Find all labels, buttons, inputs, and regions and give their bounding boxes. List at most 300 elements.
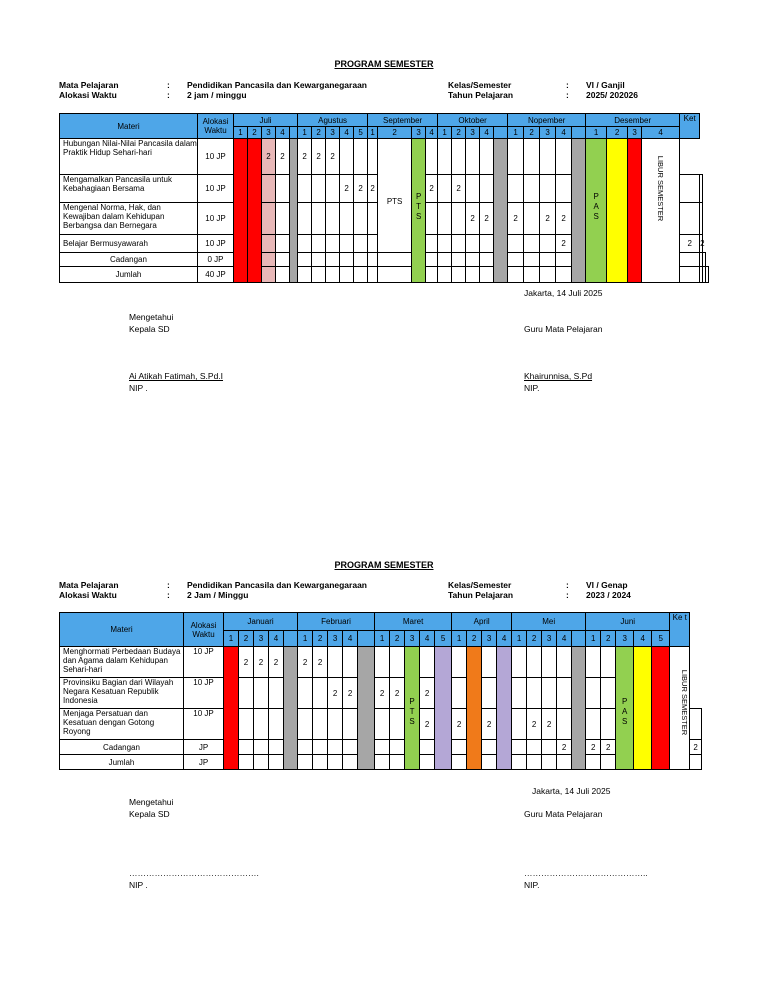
- month-april: April: [452, 613, 512, 631]
- week-cell: 4: [556, 127, 572, 139]
- schedule-cell: [354, 203, 368, 235]
- doc2-tahun-label: Tahun Pelajaran: [448, 590, 514, 600]
- schedule-cell: 2: [557, 740, 572, 755]
- schedule-cell: 2: [508, 203, 524, 235]
- schedule-cell: [601, 647, 616, 678]
- schedule-cell: [328, 647, 343, 678]
- schedule-cell: [368, 267, 378, 283]
- week-cell: 3: [616, 631, 634, 647]
- schedule-cell: [524, 139, 540, 175]
- schedule-cell: [326, 203, 340, 235]
- schedule-cell: [438, 203, 452, 235]
- week-cell: 3: [326, 127, 340, 139]
- schedule-cell: [312, 203, 326, 235]
- doc2-mapel-label: Mata Pelajaran: [59, 580, 119, 590]
- doc1-place-date: Jakarta, 14 Juli 2025: [524, 288, 603, 298]
- schedule-cell: [524, 267, 540, 283]
- schedule-cell: [378, 253, 412, 267]
- schedule-cell: [420, 647, 435, 678]
- libur-semester-column: LIBUR SEMESTER: [652, 647, 670, 770]
- schedule-cell: [466, 175, 480, 203]
- schedule-cell: [466, 235, 480, 253]
- schedule-cell: [239, 755, 254, 770]
- schedule-cell: [343, 755, 358, 770]
- week-cell: 5: [435, 631, 452, 647]
- schedule-cell: [298, 709, 313, 740]
- doc1-alokasi-label: Alokasi Waktu: [59, 90, 117, 100]
- schedule-cell: [269, 678, 284, 709]
- week-cell: 1: [586, 127, 607, 139]
- schedule-cell: 2: [328, 678, 343, 709]
- week-cell: 1: [452, 631, 467, 647]
- doc1-nip-left: NIP .: [129, 383, 148, 393]
- colon: :: [566, 80, 569, 90]
- schedule-cell: [239, 678, 254, 709]
- materi-cell: Cadangan: [60, 253, 198, 267]
- schedule-cell: [706, 267, 709, 283]
- schedule-cell: [480, 267, 494, 283]
- schedule-cell: [557, 709, 572, 740]
- schedule-cell: [254, 755, 269, 770]
- doc2-tahun-value: 2023 / 2024: [586, 590, 631, 600]
- schedule-cell: [438, 139, 452, 175]
- week-cell: 1: [298, 631, 313, 647]
- schedule-cell: 2: [680, 235, 700, 253]
- week-cell: 2: [390, 631, 405, 647]
- week-cell: 3: [262, 127, 276, 139]
- schedule-cell: [262, 267, 276, 283]
- pas-column: P A S: [586, 139, 607, 283]
- schedule-cell: [524, 203, 540, 235]
- materi-cell: Menjaga Persatuan dan Kesatuan dengan Gotong Royong: [60, 709, 184, 740]
- schedule-cell: [527, 647, 542, 678]
- header-materi: Materi: [60, 114, 198, 139]
- materi-cell: Cadangan: [60, 740, 184, 755]
- schedule-cell: [426, 253, 438, 267]
- schedule-cell: [527, 740, 542, 755]
- schedule-cell: 2: [482, 709, 497, 740]
- lilac-column: [497, 647, 512, 770]
- alokasi-cell: JP: [184, 755, 224, 770]
- schedule-cell: [524, 253, 540, 267]
- schedule-cell: [466, 267, 480, 283]
- schedule-cell: [343, 740, 358, 755]
- month-nopember: Nopember: [508, 114, 586, 127]
- schedule-cell: [690, 755, 702, 770]
- week-cell: [572, 631, 586, 647]
- pts-column: P T S: [412, 139, 426, 283]
- schedule-cell: [556, 267, 572, 283]
- schedule-cell: 2: [540, 203, 556, 235]
- schedule-cell: 2: [480, 203, 494, 235]
- schedule-cell: [512, 755, 527, 770]
- month-februari: Februari: [298, 613, 375, 631]
- doc1-kelas-label: Kelas/Semester: [448, 80, 512, 90]
- schedule-cell: [269, 709, 284, 740]
- schedule-cell: [480, 235, 494, 253]
- doc2-mapel-value: Pendidikan Pancasila dan Kewarganegaraan: [187, 580, 367, 590]
- alokasi-cell: 0 JP: [198, 253, 234, 267]
- week-cell: 4: [420, 631, 435, 647]
- schedule-cell: [262, 175, 276, 203]
- schedule-cell: [276, 253, 290, 267]
- alokasi-cell: 10 JP: [198, 139, 234, 175]
- schedule-cell: [312, 253, 326, 267]
- schedule-cell: [452, 740, 467, 755]
- schedule-cell: [512, 709, 527, 740]
- schedule-cell: [540, 139, 556, 175]
- gap-column: [572, 139, 586, 283]
- schedule-cell: [557, 647, 572, 678]
- schedule-cell: [390, 755, 405, 770]
- schedule-cell: [378, 267, 412, 283]
- schedule-cell: [466, 253, 480, 267]
- week-cell: 2: [607, 127, 628, 139]
- doc1-alokasi-value: 2 jam / minggu: [187, 90, 247, 100]
- schedule-cell: [524, 175, 540, 203]
- doc2-guru-signature-line: ……………………………………..: [524, 868, 648, 878]
- doc1-guru-name: Khairunnisa, S.Pd: [524, 371, 593, 381]
- week-cell: 2: [601, 631, 616, 647]
- schedule-cell: [452, 253, 466, 267]
- schedule-cell: 2: [527, 709, 542, 740]
- schedule-cell: [298, 740, 313, 755]
- week-cell: 2: [248, 127, 262, 139]
- doc2-kepala: Kepala SD: [129, 809, 170, 819]
- materi-cell: Belajar Bermusyawarah: [60, 235, 198, 253]
- schedule-cell: [368, 139, 378, 175]
- schedule-cell: [480, 139, 494, 175]
- schedule-cell: [354, 235, 368, 253]
- schedule-cell: [426, 235, 438, 253]
- schedule-cell: 2: [298, 647, 313, 678]
- schedule-cell: [680, 175, 700, 203]
- schedule-cell: [298, 678, 313, 709]
- doc1-mengetahui: Mengetahui: [129, 312, 174, 322]
- schedule-cell: [480, 175, 494, 203]
- schedule-cell: 2: [556, 235, 572, 253]
- doc2-kelas-value: VI / Genap: [586, 580, 628, 590]
- week-cell: [284, 631, 298, 647]
- week-cell: 4: [343, 631, 358, 647]
- schedule-cell: [508, 267, 524, 283]
- colon: :: [167, 90, 170, 100]
- materi-cell: Hubungan Nilai-Nilai Pancasila dalam Praktik Hidup Sehari-hari: [60, 139, 198, 175]
- week-cell: 3: [542, 631, 557, 647]
- doc1-kepala: Kepala SD: [129, 324, 170, 334]
- month-desember: Desember: [586, 114, 680, 127]
- week-cell: 5: [652, 631, 670, 647]
- schedule-cell: [540, 267, 556, 283]
- schedule-cell: [298, 755, 313, 770]
- schedule-cell: [680, 253, 700, 267]
- colon: :: [167, 590, 170, 600]
- week-cell: 5: [354, 127, 368, 139]
- schedule-cell: [254, 740, 269, 755]
- schedule-cell: [601, 709, 616, 740]
- week-cell: 3: [628, 127, 642, 139]
- schedule-cell: [375, 647, 390, 678]
- juli-week2-red: [248, 139, 262, 283]
- schedule-cell: [354, 267, 368, 283]
- schedule-cell: [254, 678, 269, 709]
- schedule-cell: [375, 709, 390, 740]
- schedule-cell: 2: [326, 139, 340, 175]
- materi-cell: Mengenal Norma, Hak, dan Kewajiban dalam Kehidupan Berbangsa dan Bernegara: [60, 203, 198, 235]
- header-materi: Materi: [60, 613, 184, 647]
- schedule-cell: [426, 203, 438, 235]
- schedule-cell: 2: [556, 203, 572, 235]
- week-cell: 4: [634, 631, 652, 647]
- schedule-cell: [452, 203, 466, 235]
- week-cell: 3: [412, 127, 426, 139]
- schedule-cell: [328, 709, 343, 740]
- schedule-cell: [313, 709, 328, 740]
- doc2-mengetahui: Mengetahui: [129, 797, 174, 807]
- week-cell: 4: [276, 127, 290, 139]
- schedule-cell: [276, 267, 290, 283]
- week-cell: 3: [540, 127, 556, 139]
- schedule-cell: [354, 139, 368, 175]
- schedule-cell: [298, 203, 312, 235]
- week-cell: 3: [482, 631, 497, 647]
- schedule-cell: [508, 139, 524, 175]
- schedule-cell: [269, 755, 284, 770]
- month-januari: Januari: [224, 613, 298, 631]
- schedule-cell: [340, 139, 354, 175]
- pts-column: P T S: [405, 647, 420, 770]
- pts-label: PTS: [378, 139, 412, 253]
- schedule-cell: [557, 755, 572, 770]
- alokasi-cell: JP: [184, 740, 224, 755]
- schedule-cell: [340, 203, 354, 235]
- schedule-cell: 2: [420, 709, 435, 740]
- gap-column: [494, 139, 508, 283]
- schedule-cell: [700, 203, 703, 235]
- schedule-cell: 2: [690, 740, 702, 755]
- week-cell: 2: [378, 127, 412, 139]
- schedule-cell: [312, 235, 326, 253]
- week-cell: 2: [467, 631, 482, 647]
- schedule-cell: 2: [298, 139, 312, 175]
- schedule-cell: [586, 647, 601, 678]
- doc2-kelas-label: Kelas/Semester: [448, 580, 512, 590]
- week-cell: 1: [375, 631, 390, 647]
- schedule-cell: [298, 175, 312, 203]
- schedule-cell: [482, 755, 497, 770]
- week-cell: [494, 127, 508, 139]
- schedule-cell: [700, 175, 703, 203]
- schedule-cell: [326, 175, 340, 203]
- januari-week1-red: [224, 647, 239, 770]
- schedule-cell: [420, 755, 435, 770]
- schedule-cell: 2: [312, 139, 326, 175]
- schedule-cell: 2: [542, 709, 557, 740]
- doc1-tahun-value: 2025/ 202026: [586, 90, 638, 100]
- gap-column: [284, 647, 298, 770]
- schedule-cell: [438, 175, 452, 203]
- schedule-cell: [239, 740, 254, 755]
- schedule-cell: [508, 175, 524, 203]
- juli-week1-red: [234, 139, 248, 283]
- schedule-cell: [703, 253, 706, 267]
- gap-column: [290, 139, 298, 283]
- schedule-cell: [262, 203, 276, 235]
- libur-semester-column: LIBUR SEMESTER: [628, 139, 642, 283]
- colon: :: [566, 580, 569, 590]
- doc1-schedule-table: [59, 113, 709, 283]
- doc1-title: PROGRAM SEMESTER: [334, 59, 434, 69]
- schedule-cell: 2: [601, 740, 616, 755]
- schedule-cell: [512, 740, 527, 755]
- week-cell: 2: [524, 127, 540, 139]
- alokasi-cell: 40 JP: [198, 267, 234, 283]
- schedule-cell: [466, 139, 480, 175]
- schedule-cell: [276, 235, 290, 253]
- month-juli: Juli: [234, 114, 298, 127]
- schedule-cell: [438, 267, 452, 283]
- schedule-cell: [340, 253, 354, 267]
- schedule-cell: [326, 235, 340, 253]
- schedule-cell: [680, 267, 700, 283]
- schedule-cell: [556, 175, 572, 203]
- lilac-column: [435, 647, 452, 770]
- schedule-cell: 2: [239, 647, 254, 678]
- week-cell: 4: [557, 631, 572, 647]
- header-ket: Ket: [680, 114, 700, 139]
- week-cell: 3: [466, 127, 480, 139]
- week-cell: 3: [405, 631, 420, 647]
- schedule-cell: [586, 755, 601, 770]
- schedule-cell: [542, 740, 557, 755]
- schedule-cell: 2: [313, 647, 328, 678]
- schedule-cell: [354, 253, 368, 267]
- schedule-cell: [452, 139, 466, 175]
- materi-cell: Mengamalkan Pancasila untuk Kebahagiaan Bersama: [60, 175, 198, 203]
- schedule-cell: [540, 175, 556, 203]
- schedule-cell: [262, 253, 276, 267]
- schedule-cell: 2: [375, 678, 390, 709]
- schedule-cell: [482, 678, 497, 709]
- week-cell: [358, 631, 375, 647]
- month-september: September: [368, 114, 438, 127]
- schedule-cell: [390, 740, 405, 755]
- schedule-cell: [482, 647, 497, 678]
- schedule-cell: [313, 755, 328, 770]
- schedule-cell: 2: [420, 678, 435, 709]
- schedule-cell: [452, 235, 466, 253]
- month-juni: Juni: [586, 613, 670, 631]
- schedule-cell: [438, 235, 452, 253]
- schedule-cell: 2: [262, 139, 276, 175]
- schedule-cell: [426, 139, 438, 175]
- schedule-cell: 2: [452, 175, 466, 203]
- schedule-cell: [512, 647, 527, 678]
- week-cell: 4: [497, 631, 512, 647]
- doc2-place-date: Jakarta, 14 Juli 2025: [532, 786, 611, 796]
- schedule-cell: [556, 253, 572, 267]
- schedule-cell: [601, 755, 616, 770]
- schedule-cell: 2: [426, 175, 438, 203]
- schedule-cell: [262, 235, 276, 253]
- doc2-guru: Guru Mata Pelajaran: [524, 809, 603, 819]
- week-cell: 4: [426, 127, 438, 139]
- schedule-cell: [527, 755, 542, 770]
- week-cell: 2: [527, 631, 542, 647]
- schedule-cell: [452, 755, 467, 770]
- yellow-column: [607, 139, 628, 283]
- doc2-nip-right: NIP.: [524, 880, 540, 890]
- week-cell: 1: [224, 631, 239, 647]
- schedule-cell: [298, 267, 312, 283]
- schedule-cell: [343, 709, 358, 740]
- month-oktober: Oktober: [438, 114, 508, 127]
- schedule-cell: [556, 139, 572, 175]
- doc1-kepala-name: Ai Atikah Fatimah, S.Pd.I: [129, 371, 224, 381]
- schedule-cell: [312, 175, 326, 203]
- doc1-kelas-value: VI / Ganjil: [586, 80, 625, 90]
- doc2-nip-left: NIP .: [129, 880, 148, 890]
- schedule-cell: [542, 647, 557, 678]
- schedule-cell: 2: [586, 740, 601, 755]
- orange-column: [467, 647, 482, 770]
- alokasi-cell: 10 JP: [184, 647, 224, 678]
- doc2-schedule-table: [59, 612, 702, 770]
- doc1-tahun-label: Tahun Pelajaran: [448, 90, 514, 100]
- schedule-cell: [254, 709, 269, 740]
- month-mei: Mei: [512, 613, 586, 631]
- schedule-cell: [298, 253, 312, 267]
- week-cell: 4: [642, 127, 680, 139]
- schedule-cell: [328, 740, 343, 755]
- week-cell: 3: [254, 631, 269, 647]
- doc2-alokasi-value: 2 Jam / Minggu: [187, 590, 249, 600]
- doc1-mapel-label: Mata Pelajaran: [59, 80, 119, 90]
- doc1-mapel-value: Pendidikan Pancasila dan Kewarganegaraan: [187, 80, 367, 90]
- schedule-cell: [368, 203, 378, 235]
- schedule-cell: [480, 253, 494, 267]
- schedule-cell: [508, 253, 524, 267]
- schedule-cell: [540, 235, 556, 253]
- schedule-cell: [420, 740, 435, 755]
- schedule-cell: [328, 755, 343, 770]
- schedule-cell: [452, 678, 467, 709]
- week-cell: 1: [586, 631, 601, 647]
- materi-cell: Provinsiku Bagian dari Wilayah Negara Kesatuan Republik Indonesia: [60, 678, 184, 709]
- alokasi-cell: 10 JP: [198, 235, 234, 253]
- doc2-title: PROGRAM SEMESTER: [334, 560, 434, 570]
- schedule-cell: [557, 678, 572, 709]
- week-cell: 2: [239, 631, 254, 647]
- alokasi-cell: 10 JP: [184, 709, 224, 740]
- week-cell: [290, 127, 298, 139]
- schedule-cell: [298, 235, 312, 253]
- alokasi-cell: 10 JP: [198, 203, 234, 235]
- week-cell: 1: [512, 631, 527, 647]
- schedule-cell: [390, 647, 405, 678]
- week-cell: 1: [368, 127, 378, 139]
- schedule-cell: [390, 709, 405, 740]
- header-ket: Ke t: [670, 613, 690, 647]
- month-maret: Maret: [375, 613, 452, 631]
- schedule-cell: [276, 175, 290, 203]
- schedule-cell: [239, 709, 254, 740]
- week-cell: 1: [508, 127, 524, 139]
- schedule-cell: 2: [269, 647, 284, 678]
- colon: :: [566, 90, 569, 100]
- schedule-cell: 2: [254, 647, 269, 678]
- schedule-cell: 2: [354, 175, 368, 203]
